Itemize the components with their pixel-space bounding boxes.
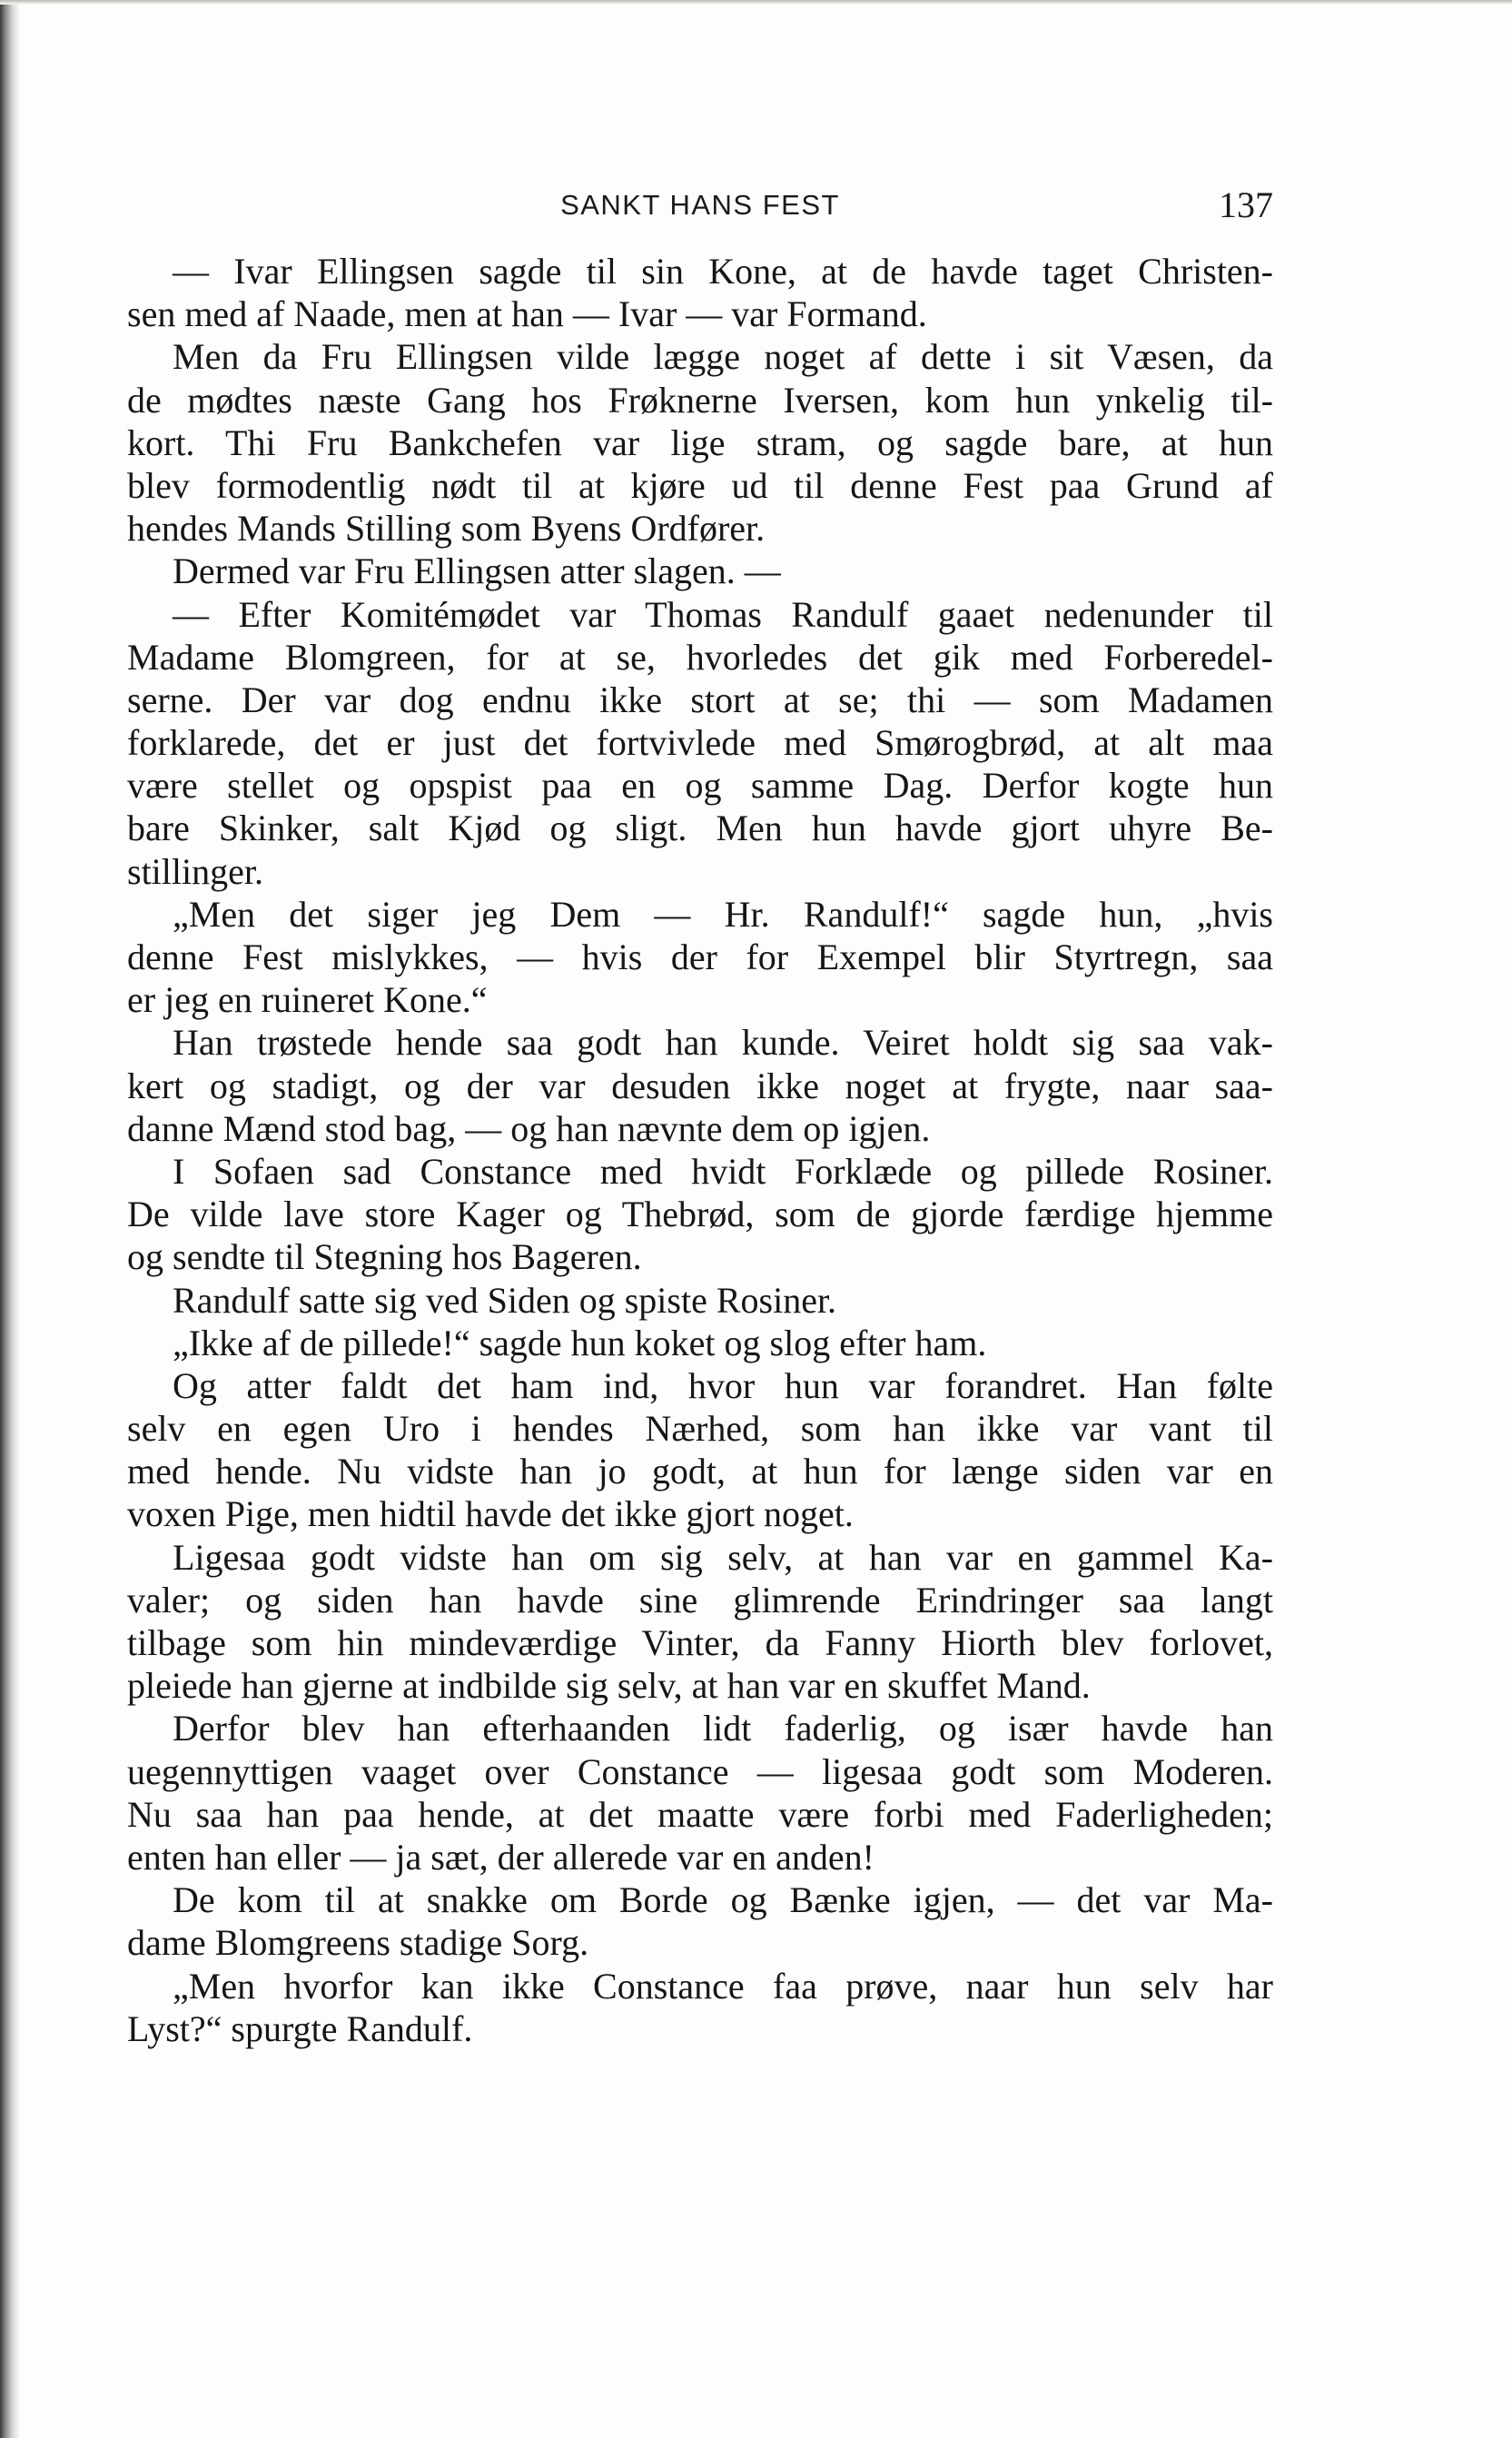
text-line: valer; og siden han havde sine glimrende Erindringer saa langt (127, 1579, 1273, 1620)
text-line: stillinger. (127, 850, 263, 892)
page-gutter-shadow (0, 0, 20, 2438)
text-line: Derfor blev han efterhaanden lidt faderlig, og især havde han (173, 1708, 1273, 1749)
text-line: Lyst?“ spurgte Randulf. (127, 2007, 473, 2049)
text-line: forklarede, det er just det fortvivlede med Smørogbrød, at alt maa (127, 722, 1273, 764)
text-line: „Ikke af de pillede!“ sagde hun koket og slog efter ham. (173, 1322, 987, 1363)
text-line: pleiede han gjerne at indbilde sig selv, at han var en skuffet Mand. (127, 1665, 1091, 1707)
text-line: Og atter faldt det ham ind, hvor hun var forandret. Han følte (173, 1364, 1273, 1406)
text-line: er jeg en ruineret Kone.“ (127, 979, 488, 1021)
text-line: de mødtes næste Gang hos Frøknerne Iversen, kom hun ynkelig til- (127, 379, 1273, 421)
page-number: 137 (1219, 184, 1273, 225)
text-line: enten han eller — ja sæt, der allerede var en anden! (127, 1836, 875, 1878)
text-line: sen med af Naade, men at han — Ivar — var Formand. (127, 293, 927, 335)
text-line: være stellet og opspist paa en og samme Dag. Derfor kogte hun (127, 765, 1273, 807)
text-line: kert og stadigt, og der var desuden ikke noget at frygte, naar saa- (127, 1065, 1273, 1106)
text-line: I Sofaen sad Constance med hvidt Forklæde og pillede Rosiner. (173, 1150, 1273, 1192)
text-line: De vilde lave store Kager og Thebrød, som de gjorde færdige hjemme (127, 1194, 1273, 1235)
text-line: dame Blomgreens stadige Sorg. (127, 1922, 589, 1964)
text-line: Dermed var Fru Ellingsen atter slagen. — (173, 550, 781, 592)
text-line: Nu saa han paa hende, at det maatte være forbi med Faderligheden; (127, 1793, 1273, 1835)
text-line: uegennyttigen vaaget over Constance — ligesaa godt som Moderen. (127, 1750, 1273, 1792)
text-line: denne Fest mislykkes, — hvis der for Exempel blir Styrtregn, saa (127, 937, 1273, 977)
text-line: serne. Der var dog endnu ikke stort at se; thi — som Madamen (127, 679, 1273, 720)
text-line: og sendte til Stegning hos Bageren. (127, 1236, 642, 1278)
text-line: bare Skinker, salt Kjød og sligt. Men hun havde gjort uhyre Be- (127, 808, 1273, 849)
text-line: hendes Mands Stilling som Byens Ordfører. (127, 508, 766, 550)
text-line: „Men hvorfor kan ikke Constance faa prøve, naar hun selv har (173, 1965, 1273, 2007)
text-line: Madame Blomgreen, for at se, hvorledes det gik med Forberedel- (127, 636, 1273, 678)
text-line: — Efter Komitémødet var Thomas Randulf gaaet nedenunder til (173, 593, 1273, 635)
text-line: tilbage som hin mindeværdige Vinter, da Fanny Hiorth blev forlovet, (127, 1622, 1273, 1663)
text-line: — Ivar Ellingsen sagde til sin Kone, at de havde taget Christen- (173, 251, 1273, 292)
page-top-edge (0, 0, 1512, 5)
text-line: med hende. Nu vidste han jo godt, at hun for længe siden var en (127, 1451, 1273, 1492)
text-line: blev formodentlig nødt til at kjøre ud til denne Fest paa Grund af (127, 464, 1273, 506)
text-line: De kom til at snakke om Borde og Bænke igjen, — det var Ma- (173, 1879, 1273, 1921)
text-line: danne Mænd stod bag, — og han nævnte dem op igjen. (127, 1107, 931, 1149)
body-text (127, 250, 1273, 2050)
text-line: Han trøstede hende saa godt han kunde. Veiret holdt sig saa vak- (173, 1022, 1273, 1064)
text-line: kort. Thi Fru Bankchefen var lige stram, og sagde bare, at hun (127, 421, 1273, 463)
text-line: selv en egen Uro i hendes Nærhed, som han ikke var vant til (127, 1408, 1273, 1450)
text-line: „Men det siger jeg Dem — Hr. Randulf!“ sagde hun, „hvis (173, 893, 1273, 935)
text-line: Randulf satte sig ved Siden og spiste Rosiner. (173, 1279, 837, 1321)
text-line: Men da Fru Ellingsen vilde lægge noget af dette i sit Væsen, da (173, 336, 1273, 378)
running-head: SANKT HANS FEST (560, 189, 840, 221)
text-line: Ligesaa godt vidste han om sig selv, at han var en gammel Ka- (173, 1536, 1273, 1578)
page-header (127, 183, 1273, 225)
text-line: voxen Pige, men hidtil havde det ikke gjort noget. (127, 1493, 854, 1535)
